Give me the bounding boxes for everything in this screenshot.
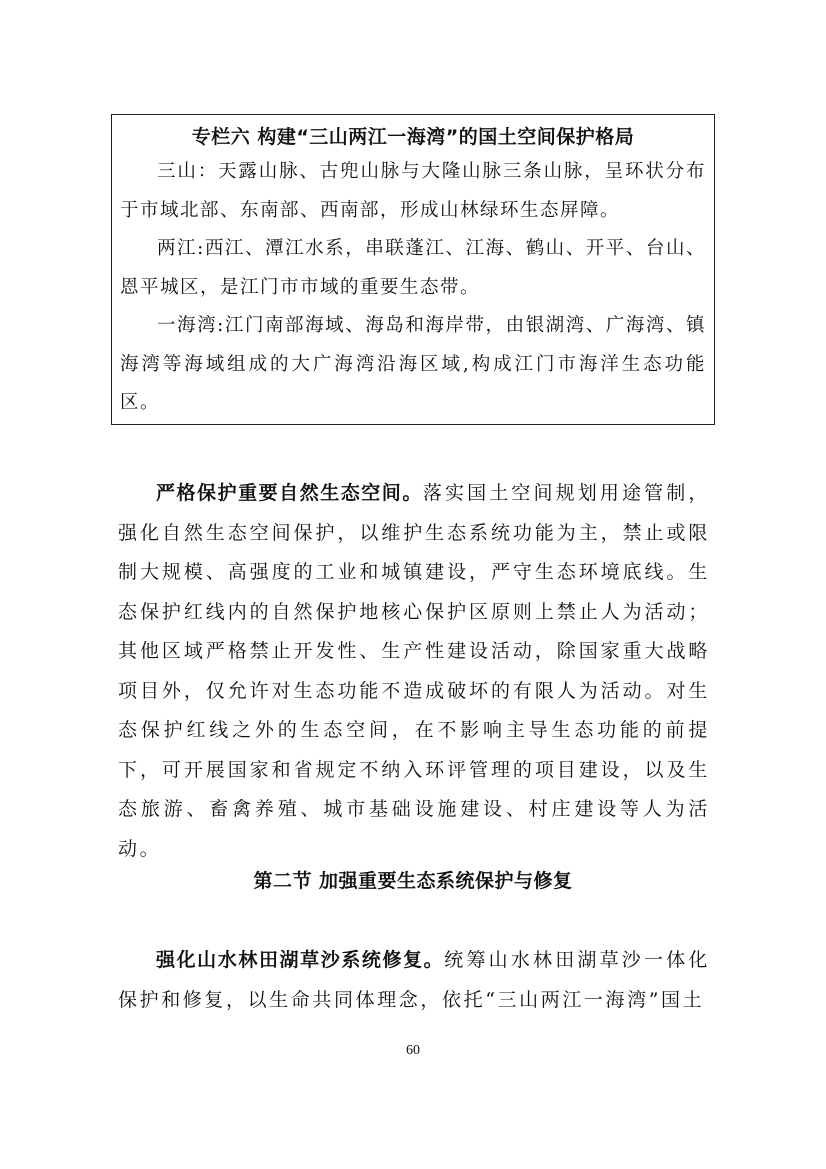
- paragraph-text: 统筹山水林田湖草沙一体化保护和修复，以生命共同体理念，依托“三山两江一海湾”国土: [118, 949, 710, 1011]
- section-heading: 第二节 加强重要生态系统保护与修复: [253, 870, 573, 892]
- box-paragraph-three-mountains: 三山：天露山脉、古兜山脉与大隆山脉三条山脉，呈环状分布于市域北部、东南部、西南部，形成山林绿环生态屏障。: [120, 161, 706, 221]
- paragraph-lead: 强化山水林田湖草沙系统修复。: [156, 949, 445, 971]
- paragraph-text: 落实国土空间规划用途管制，强化自然生态空间保护，以维护生态系统功能为主，禁止或限制大规模、高强度的工业和城镇建设，严守生态环境底线。生态保护红线内的自然保护地核心保护区原则上禁止人为活动；其他区域严格禁止开发性、生产性建设活动，除国家重大战略项目外，仅允许对生态功能不造成破坏的有限人为活动。对生态保护红线之外的生态空间，在不影响主导生态功能的前提下，可开展国家和省规定不纳入环评管理的项目建设，以及生态旅游、畜禽养殖、城市基础设施建设、村庄建设等人为活动。: [118, 482, 710, 860]
- box-title: 专栏六 构建“三山两江一海湾”的国土空间保护格局: [191, 126, 635, 148]
- feature-box: [111, 114, 715, 425]
- box-paragraph-two-rivers: 两江:西江、潭江水系，串联蓬江、江海、鹤山、开平、台山、恩平城区，是江门市市域的重要生态带。: [120, 238, 706, 298]
- paragraph-system-restoration: [118, 941, 710, 1020]
- paragraph-lead: 严格保护重要自然生态空间。: [156, 482, 423, 504]
- page-number: 60: [406, 1043, 420, 1058]
- paragraph-ecological-space: [118, 474, 710, 869]
- box-paragraph-one-bay: 一海湾:江门南部海域、海岛和海岸带，由银湖湾、广海湾、镇海湾等海域组成的大广海湾沿海区域,构成江门市海洋生态功能区。: [120, 315, 706, 413]
